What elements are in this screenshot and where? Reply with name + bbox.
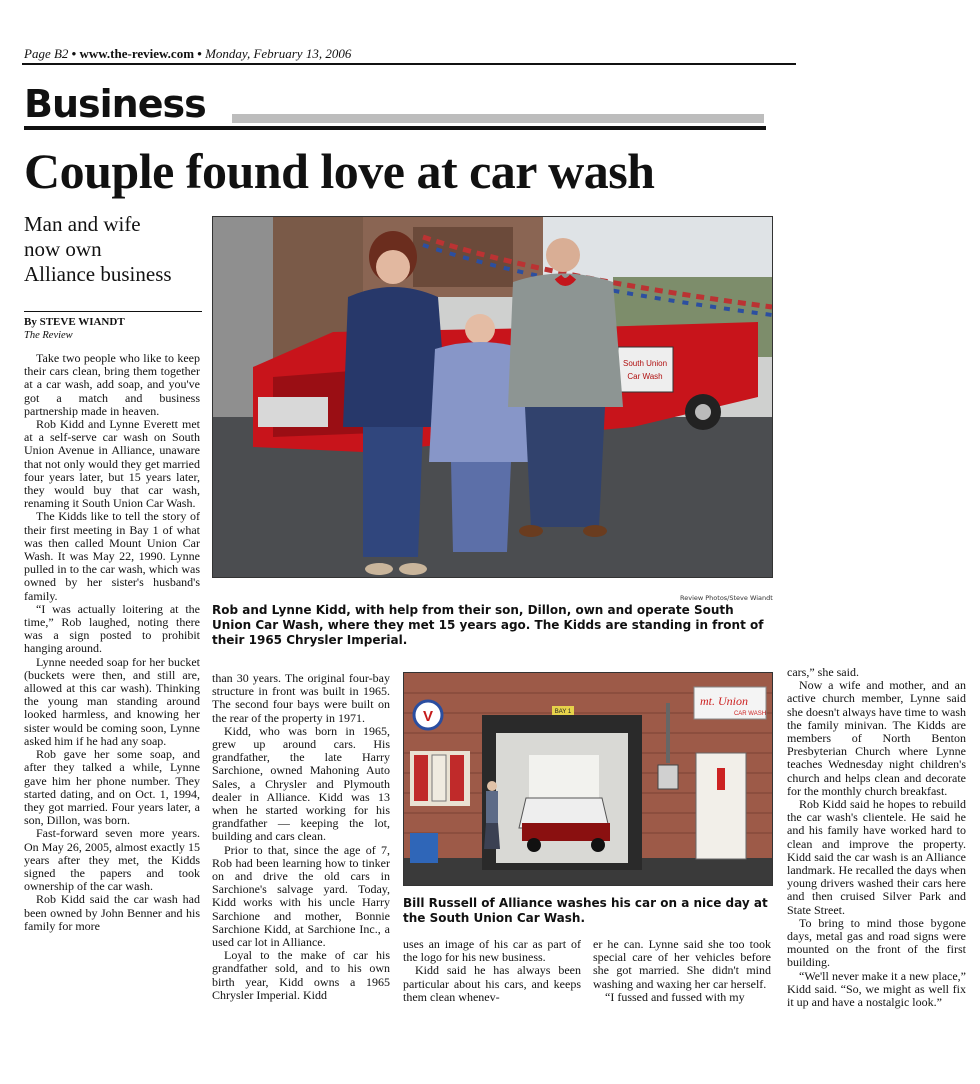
byline-rule [24,311,202,312]
byline-author: By STEVE WIANDT [24,316,125,328]
section-rule [24,126,766,130]
photo-credit: Review Photos/Steve Wiandt [680,594,773,602]
section-shade-bar [232,114,764,123]
article-column-2 [212,672,390,1002]
paragraph: To bring to mind those bygone days, metal gas and road signs were mounted on the front of the first building. [787,915,966,970]
paragraph: “I was actually loitering at the time,” Rob laughed, noting there was a sign posted to prohibit hanging around. [24,601,200,656]
paragraph: Rob gave her some soap, and after they talked a while, Lynne gave him her phone number. They started dating, and on Oct. 1, 1994, they got married. Four years later, a son, Dillon, was born. [24,747,200,828]
site-url[interactable]: www.the-review.com [79,46,195,61]
paragraph: Lynne needed soap for her bucket (buckets were then, and still are, allowed at this car wash). Thinking the young man standing around looked harmless, and knowing her sister would be coming soon, Lynne asked him if he had any soap. [24,654,200,748]
main-photo-caption: Rob and Lynne Kidd, with help from their son, Dillon, own and operate South Union Car Wash, where they met 15 years ago. The Kidds are standing in front of their 1965 Chrysler Imperial. [212,603,764,647]
main-photo [212,216,773,578]
deck [24,212,210,287]
issue-date: Monday, February 13, 2006 [205,46,352,61]
paragraph: Loyal to the make of car his grandfather sold, and to his own birth year, Kidd owns a 1965 Chrysler Imperial. Kidd [212,948,390,1002]
paragraph: Rob Kidd and Lynne Everett met at a self-serve car wash on South Union Avenue in Alliance, unaware that not only would they get married four years later, but 15 years later, they would buy that car wash, renaming it South Union Car Wash. [24,417,200,511]
header-rule [22,63,796,65]
sign-subtext: CAR WASH [733,711,767,717]
deck-line: now own [24,237,102,261]
car-sign-line2: Car Wash [627,372,663,381]
paragraph: Now a wife and mother, and an active church member, Lynne said she doesn't always have time to wash the family minivan. The Kidds are members of North Benton Presbyterian Church where Lynne teaches Wednesday night children's church and helps clean and decorate for the monthly church breakfast. [787,678,966,798]
paragraph: Rob Kidd said he hopes to rebuild the car wash's clientele. He said he and his family have worked hard to clean and improve the property. Kidd said the car wash is an Alliance landmark. He recalled the days when young drivers washed their cars here and then cruised Silver Park and State Street. [787,797,966,917]
second-photo-caption: Bill Russell of Alliance washes his car on a nice day at the South Union Car Wash. [403,896,768,925]
paragraph: The Kidds like to tell the story of their first meeting in Bay 1 of what was then called Mount Union Car Wash. It was May 22, 1990. Lynne pulled in to the car wash, which was owned by her sister's husband's family. [24,509,200,603]
header-separator: • [71,46,77,61]
header-separator: • [197,46,202,61]
sign-text: mt. Union [700,694,748,708]
second-photo-illustration [404,673,772,885]
paragraph: Fast-forward seven more years. On May 26, 2005, almost exactly 15 years after they met, the Kidds signed the papers and took ownership of the car wash. [24,826,200,894]
article-column-1 [24,352,200,933]
headline: Couple found love at car wash [24,143,655,199]
bay-label: BAY 1 [554,709,572,715]
deck-line: Man and wife [24,212,141,236]
paragraph: er he can. Lynne said she too took special care of her vehicles before she got married. She didn't mind washing and waxing her car herself. [593,937,771,991]
paragraph: “We'll never make it a new place,” Kidd said. “So, we might as well fix it up and have a nostalgic look.” [787,968,966,1010]
section-label: Business [24,82,206,126]
paragraph: uses an image of his car as part of the logo for his new business. [403,937,581,965]
main-photo-illustration [213,217,772,577]
article-column-4 [593,938,771,1004]
paragraph: “I fussed and fussed with my [605,989,745,1004]
second-photo [403,672,773,886]
valvoline-logo-letter: V [422,708,434,725]
paragraph: than 30 years. The original four-bay structure in front was built in 1965. The second four bays were built on the rear of the property in 1971. [212,671,390,725]
paragraph: Take two people who like to keep their cars clean, bring them together at a car wash, add soap, and you've got a match and business partnership made in heaven. [24,351,200,418]
page-number: Page B2 [24,46,69,61]
article-column-3 [403,938,581,1004]
article-column-5 [787,666,966,1009]
car-sign-line1: South Union [622,359,668,368]
byline-org: The Review [24,330,73,341]
paragraph: cars,” she said. [787,665,859,679]
paragraph: Prior to that, since the age of 7, Rob had been learning how to tinker on and drive the old cars in Sarchione's salvage yard. Today, Kidd works with his uncle Harry Sarchione and mother, Bonnie Sarchione Kidd, at Sarchione Inc., a used car lot in Alliance. [212,842,390,950]
running-header [24,46,351,62]
paragraph: Kidd said he has always been particular about his cars, and keeps them clean whenev- [403,963,581,1004]
paragraph: Kidd, who was born in 1965, grew up around cars. His grandfather, the late Harry Sarchione, owned Mahoning Auto Sales, a Chrysler and Plymouth dealer in Alliance. Kidd was 13 when he started working for his grandfather — keeping the lot, building and cars clean. [212,723,390,844]
paragraph: Rob Kidd said the car wash had been owned by John Benner and his family for more [24,892,200,933]
deck-line: Alliance business [24,262,172,286]
